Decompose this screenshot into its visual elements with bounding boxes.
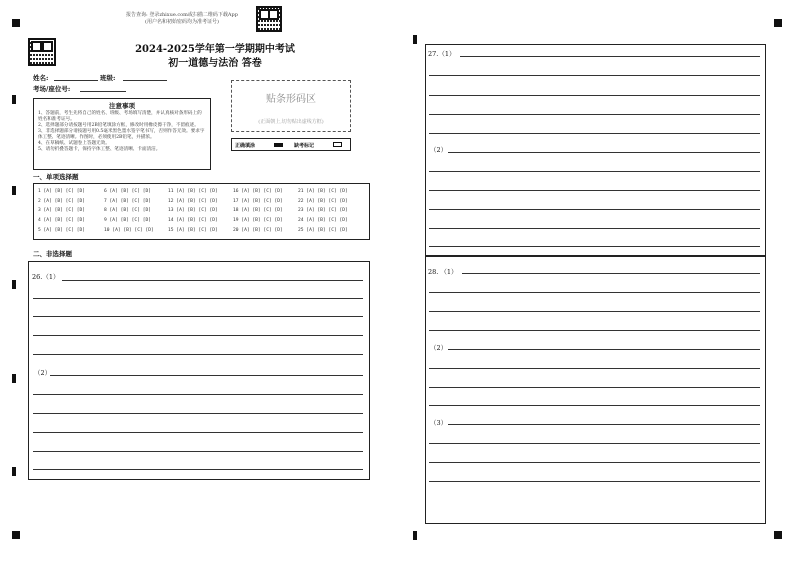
answer-line[interactable] <box>429 246 760 247</box>
q28-part2-label: （2） <box>430 344 448 352</box>
answer-line[interactable] <box>33 316 363 317</box>
side-mark <box>12 280 16 289</box>
absent-mark-label: 缺考标记 <box>294 143 315 149</box>
answer-line[interactable] <box>33 335 363 336</box>
notice-title: 注意事项 <box>109 102 135 110</box>
absent-mark-checkbox[interactable] <box>333 142 342 147</box>
side-mark <box>12 95 16 104</box>
correct-fill-swatch <box>274 143 283 147</box>
q27-part1-label: 27.（1） <box>428 50 456 58</box>
notice-item: 3、非选择题部分请按题号用0.5毫米黑色墨水签字笔书写，否则作答无效。要求字体工整、笔迹清晰。作图时，必须使用2B铅笔，并描浓。 <box>38 129 205 140</box>
choice-question-8[interactable]: 8 [A] [B] [C] [D] <box>104 208 152 213</box>
answer-line[interactable] <box>429 228 760 229</box>
answer-line[interactable] <box>460 56 760 57</box>
notice-item: 4、在草稿纸、试题卷上答题无效。 <box>38 141 110 146</box>
side-mark <box>413 531 417 540</box>
answer-line[interactable] <box>429 95 760 96</box>
answer-line[interactable] <box>429 481 760 482</box>
choice-question-9[interactable]: 9 [A] [B] [C] [D] <box>104 218 152 223</box>
choice-question-22[interactable]: 22 [A] [B] [C] [D] <box>298 199 348 204</box>
choice-question-19[interactable]: 19 [A] [B] [C] [D] <box>233 218 283 223</box>
q26-answer-box <box>28 261 370 480</box>
answer-line[interactable] <box>50 375 363 376</box>
q28-part1-label: 28. （1） <box>428 268 458 276</box>
corner-mark <box>774 531 782 539</box>
answer-line[interactable] <box>429 368 760 369</box>
side-mark <box>12 467 16 476</box>
barcode-hint: (正面朝上,切勿贴出虚线方框) <box>258 119 324 125</box>
choice-question-2[interactable]: 2 [A] [B] [C] [D] <box>38 199 86 204</box>
report-query-note-2: (用户名和初始密码均为准考证号) <box>145 19 219 25</box>
class-field[interactable] <box>123 80 167 81</box>
choice-question-14[interactable]: 14 [A] [B] [C] [D] <box>168 218 218 223</box>
correct-fill-label: 正确填涂 <box>235 143 256 149</box>
corner-mark <box>12 531 20 539</box>
side-mark <box>12 374 16 383</box>
choice-question-11[interactable]: 11 [A] [B] [C] [D] <box>168 189 218 194</box>
choice-question-25[interactable]: 25 [A] [B] [C] [D] <box>298 228 348 233</box>
qr-code-icon <box>28 38 56 66</box>
fill-example-box <box>231 138 351 151</box>
report-query-note: 报告查询: 登录zhixue.com或扫描二维码下载App <box>126 12 238 18</box>
choice-question-13[interactable]: 13 [A] [B] [C] [D] <box>168 208 218 213</box>
q26-part1-label: 26.（1） <box>32 273 60 281</box>
qr-code-icon <box>256 6 282 32</box>
choice-question-12[interactable]: 12 [A] [B] [C] [D] <box>168 199 218 204</box>
barcode-label: 贴条形码区 <box>266 94 316 105</box>
answer-sheet-title: 初一道德与法治 答卷 <box>168 58 262 69</box>
choice-question-15[interactable]: 15 [A] [B] [C] [D] <box>168 228 218 233</box>
answer-line[interactable] <box>429 133 760 134</box>
choice-question-24[interactable]: 24 [A] [B] [C] [D] <box>298 218 348 223</box>
choice-question-1[interactable]: 1 [A] [B] [C] [D] <box>38 189 86 194</box>
answer-line[interactable] <box>429 330 760 331</box>
choice-question-6[interactable]: 6 [A] [B] [C] [D] <box>104 189 152 194</box>
answer-line[interactable] <box>429 209 760 210</box>
seat-label: 考场/座位号: <box>33 85 71 93</box>
answer-line[interactable] <box>62 280 363 281</box>
answer-line[interactable] <box>33 394 363 395</box>
answer-line[interactable] <box>429 114 760 115</box>
section2-title: 二、非选择题 <box>33 250 72 258</box>
answer-line[interactable] <box>429 443 760 444</box>
answer-line[interactable] <box>33 413 363 414</box>
choice-question-21[interactable]: 21 [A] [B] [C] [D] <box>298 189 348 194</box>
answer-line[interactable] <box>33 354 363 355</box>
q27-part2-label: （2） <box>430 146 448 154</box>
exam-title: 2024-2025学年第一学期期中考试 <box>135 44 295 55</box>
corner-mark <box>12 19 20 27</box>
notice-item: 1、答题前，考生先将自己的姓名、班级、考场填写清楚，并认真核对条形码上的姓名和准考证号。 <box>38 111 202 122</box>
choice-question-18[interactable]: 18 [A] [B] [C] [D] <box>233 208 283 213</box>
answer-line[interactable] <box>429 171 760 172</box>
choice-question-7[interactable]: 7 [A] [B] [C] [D] <box>104 199 152 204</box>
notice-item: 5、请勿折叠答题卡，保持字体工整、笔迹清晰、卡面清洁。 <box>38 147 161 152</box>
answer-line[interactable] <box>33 451 363 452</box>
side-mark <box>12 186 16 195</box>
choice-question-23[interactable]: 23 [A] [B] [C] [D] <box>298 208 348 213</box>
answer-line[interactable] <box>429 75 760 76</box>
answer-line[interactable] <box>33 469 363 470</box>
name-field[interactable] <box>54 80 98 81</box>
answer-line[interactable] <box>462 273 760 274</box>
answer-line[interactable] <box>429 311 760 312</box>
corner-mark <box>774 19 782 27</box>
answer-line[interactable] <box>33 432 363 433</box>
answer-line[interactable] <box>429 405 760 406</box>
answer-line[interactable] <box>448 152 760 153</box>
choice-question-17[interactable]: 17 [A] [B] [C] [D] <box>233 199 283 204</box>
q28-part3-label: （3） <box>430 419 448 427</box>
q26-part2-label: （2） <box>34 369 52 377</box>
answer-line[interactable] <box>429 292 760 293</box>
q28-answer-box <box>425 256 766 524</box>
answer-line[interactable] <box>33 298 363 299</box>
class-label: 班级: <box>100 74 116 82</box>
choice-question-10[interactable]: 10 [A] [B] [C] [D] <box>104 228 154 233</box>
seat-field[interactable] <box>80 91 126 92</box>
choice-question-4[interactable]: 4 [A] [B] [C] [D] <box>38 218 86 223</box>
section1-title: 一、单项选择题 <box>33 173 79 181</box>
choice-question-20[interactable]: 20 [A] [B] [C] [D] <box>233 228 283 233</box>
name-label: 姓名: <box>33 74 49 82</box>
notice-box <box>33 98 211 170</box>
notice-item: 2、选择题部分请按题号用2B铅笔填涂方框，修改时用橡皮擦干净，不留痕迹。 <box>38 123 199 128</box>
choice-question-5[interactable]: 5 [A] [B] [C] [D] <box>38 228 86 233</box>
choice-question-16[interactable]: 16 [A] [B] [C] [D] <box>233 189 283 194</box>
answer-line[interactable] <box>429 190 760 191</box>
side-mark <box>413 35 417 44</box>
answer-line[interactable] <box>448 349 760 350</box>
answer-line[interactable] <box>429 462 760 463</box>
answer-line[interactable] <box>448 424 760 425</box>
barcode-area <box>231 80 351 132</box>
answer-line[interactable] <box>429 387 760 388</box>
choice-question-3[interactable]: 3 [A] [B] [C] [D] <box>38 208 86 213</box>
